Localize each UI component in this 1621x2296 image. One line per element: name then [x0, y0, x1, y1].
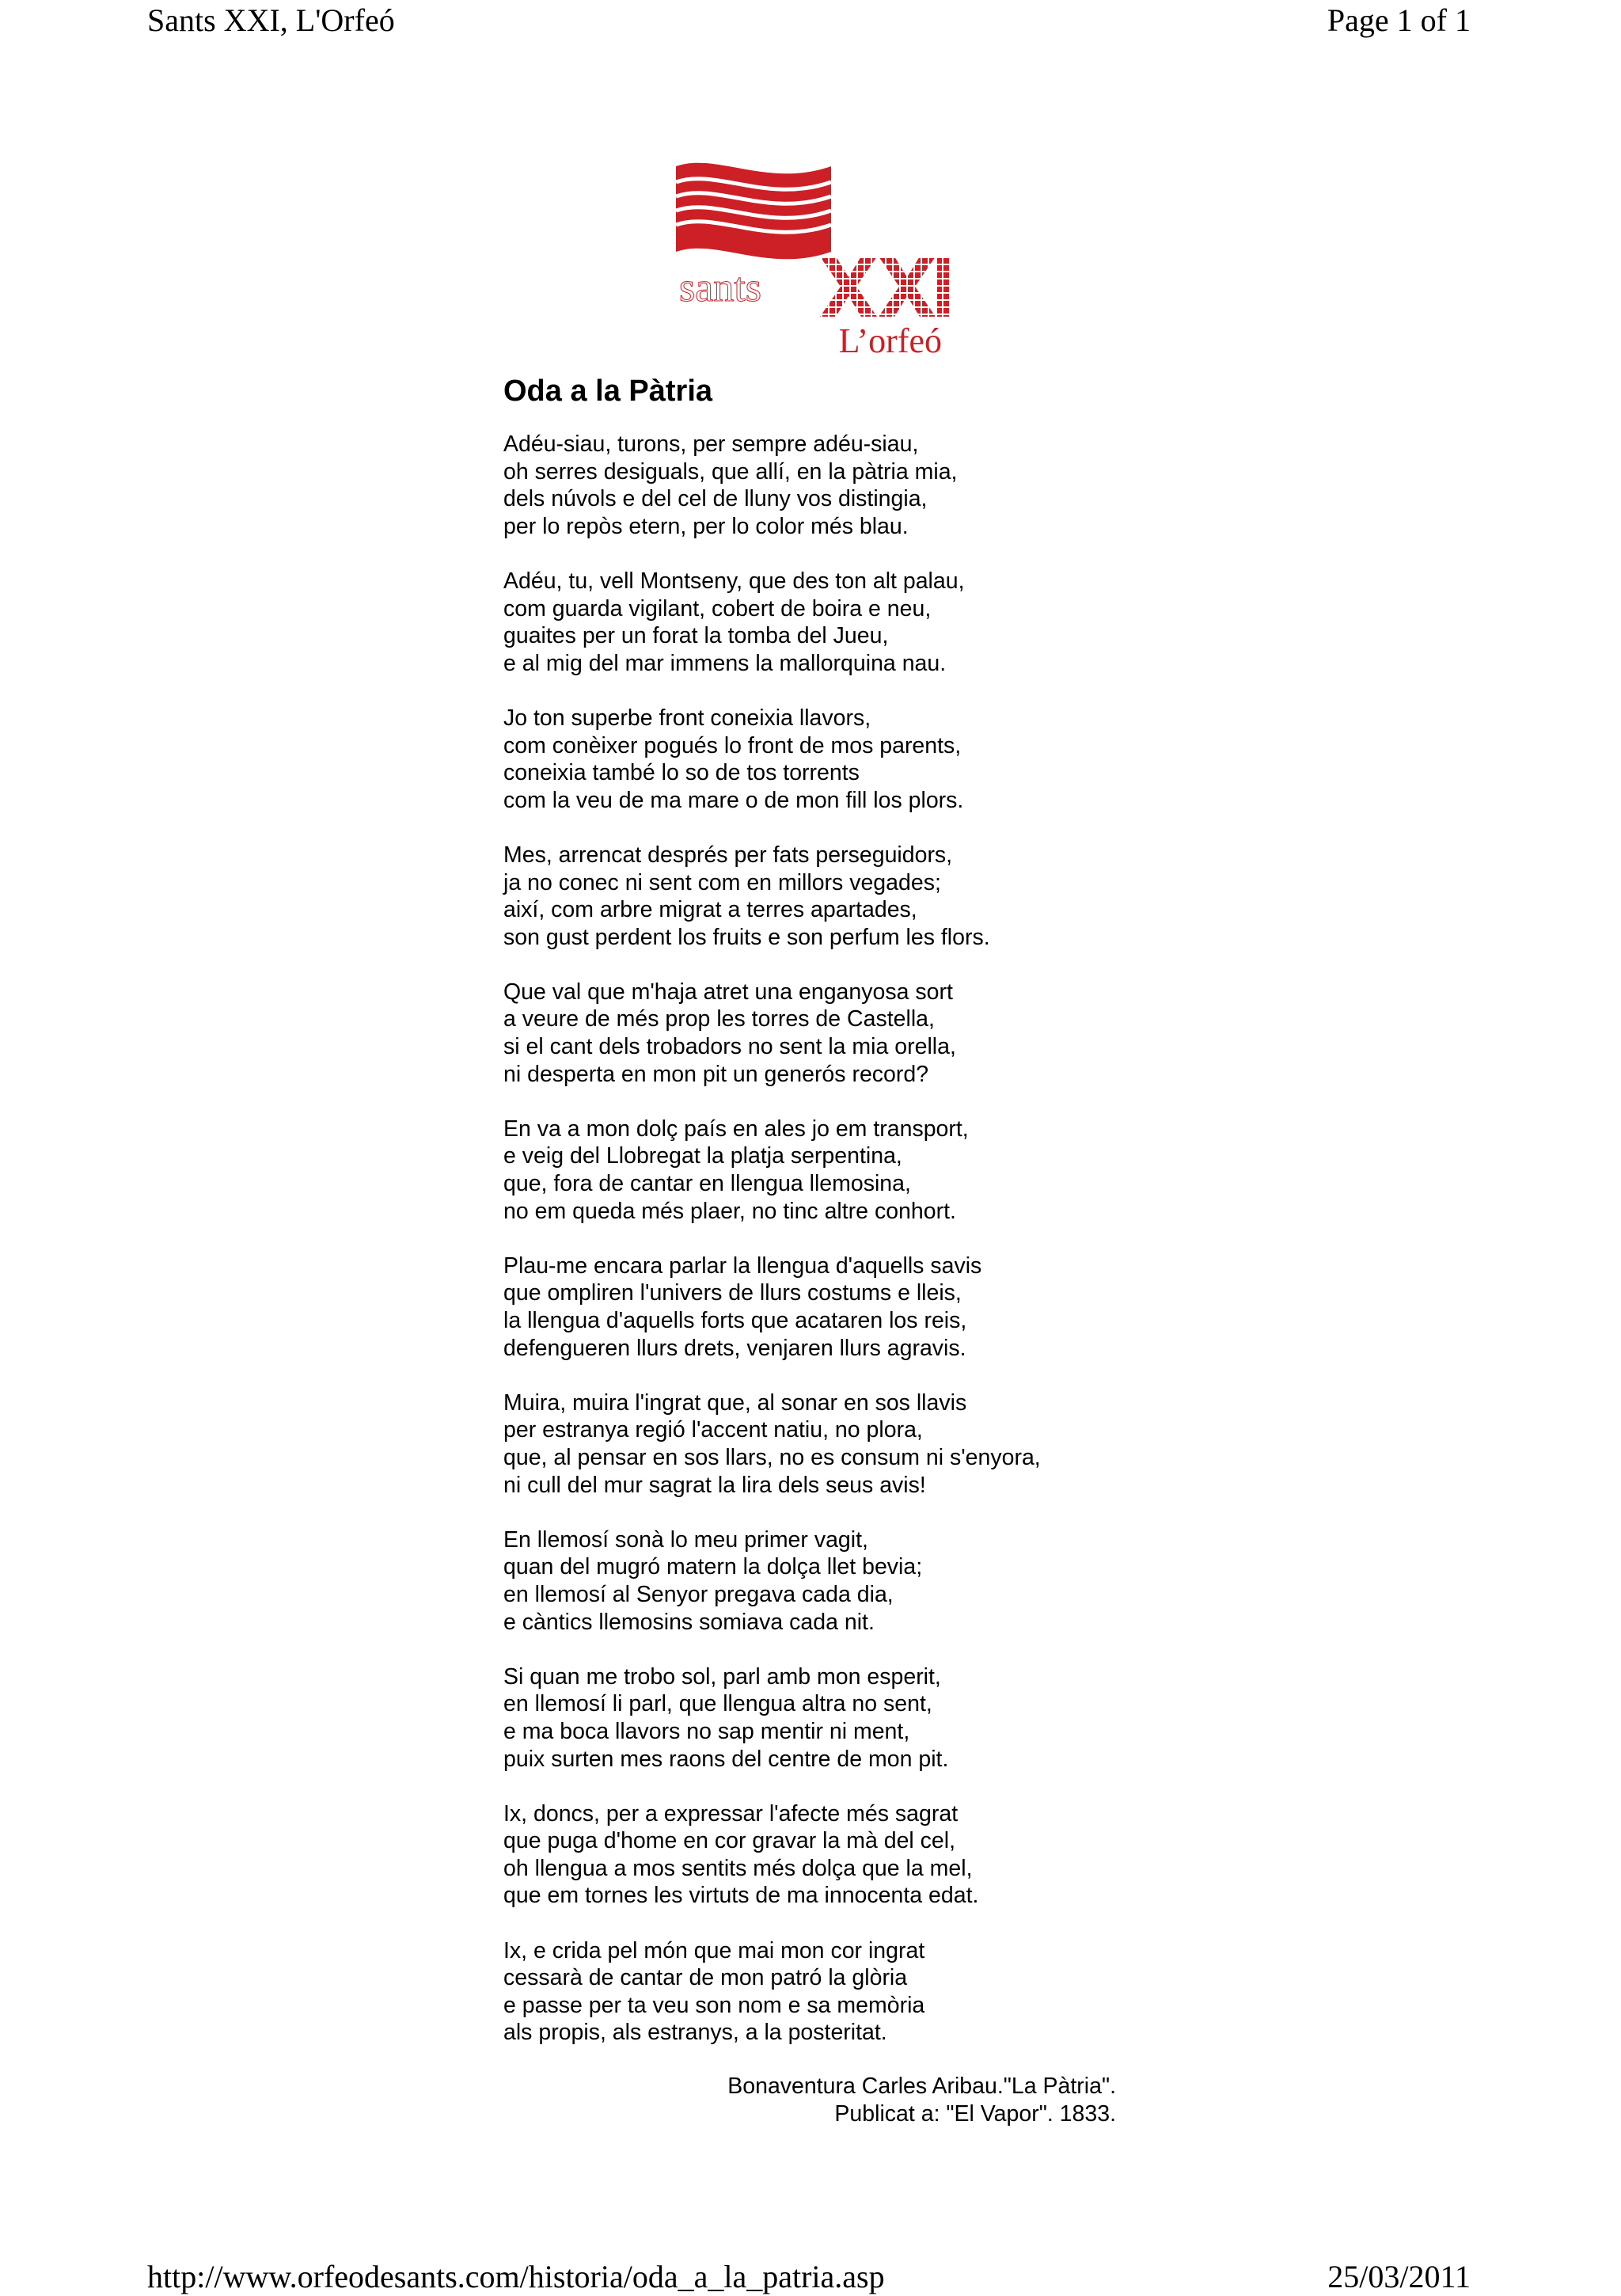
poem-line: als propis, als estranys, a la posteritat. — [503, 2020, 887, 2046]
poem-line: ni desperta en mon pit un generós record? — [503, 1061, 929, 1087]
poem-line: son gust perdent los fruits e son perfum les flors. — [503, 924, 990, 950]
poem-line: la llengua d'aquells forts que acataren los reis, — [503, 1308, 967, 1333]
poem-line: si el cant dels trobadors no sent la mia orella, — [503, 1034, 956, 1060]
poem-line: no em queda més plaer, no tinc altre conhort. — [503, 1198, 956, 1224]
poem-stanza — [503, 568, 1216, 677]
poem-stanza — [503, 705, 1216, 814]
attribution-author: Bonaventura Carles Aribau."La Pàtria". — [727, 2074, 1116, 2099]
poem-line: per lo repòs etern, per lo color més blau. — [503, 513, 909, 539]
orfeo-sants-logo — [673, 158, 950, 356]
poem-line: com guarda vigilant, cobert de boira e neu, — [503, 595, 932, 622]
logo-brand-word: sants — [679, 265, 761, 310]
poem-line: en llemosí li parl, que llengua altra no sent, — [503, 1691, 932, 1717]
poem-line: que, fora de cantar en llengua llemosina, — [503, 1171, 911, 1197]
poem-line: puix surten mes raons del centre de mon pit. — [503, 1746, 949, 1772]
poem-line: que ompliren l'univers de llurs costums e lleis, — [503, 1280, 962, 1306]
logo-subtitle: L’orfeó — [838, 321, 942, 356]
poem-line: cessarà de cantar de mon patró la glòria — [503, 1965, 908, 1991]
poem-line: a veure de més prop les torres de Castella, — [503, 1006, 935, 1032]
poem-line: Adéu-siau, turons, per sempre adéu-siau, — [503, 431, 919, 457]
poem-line: Muira, muira l'ingrat que, al sonar en sos llavis — [503, 1389, 967, 1416]
poem-stanza — [503, 1663, 1216, 1773]
poem-line: e veig del Llobregat la platja serpentina, — [503, 1143, 902, 1169]
poem-title: Oda a la Pàtria — [503, 374, 713, 408]
poem-body — [503, 431, 1216, 2074]
poem-line: Que val que m'haja atret una enganyosa sort — [503, 979, 953, 1005]
poem-line: que puga d'home en cor gravar la mà del cel, — [503, 1828, 956, 1854]
poem-stanza — [503, 1116, 1216, 1225]
poem-line: en llemosí al Senyor pregava cada dia, — [503, 1581, 894, 1607]
poem-line: En va a mon dolç país en ales jo em transport, — [503, 1116, 969, 1142]
poem-line: Si quan me trobo sol, parl amb mon esperit, — [503, 1663, 941, 1690]
poem-attribution — [689, 2073, 1116, 2127]
poem-line: e al mig del mar immens la mallorquina nau. — [503, 650, 947, 676]
poem-line: Mes, arrencat després per fats perseguidors, — [503, 842, 953, 868]
poem-line: per estranya regió l'accent natiu, no plora, — [503, 1417, 923, 1443]
poem-line: e càntics llemosins somiava cada nit. — [503, 1609, 875, 1635]
poem-line: e ma boca llavors no sap mentir ni ment, — [503, 1718, 910, 1744]
poem-line: coneixia també lo so de tos torrents — [503, 760, 860, 786]
logo-numeral-xxi — [820, 257, 950, 317]
poem-line: que em tornes les virtuts de ma innocenta edat. — [503, 1883, 979, 1909]
poem-line: quan del mugró matern la dolça llet bevia; — [503, 1554, 923, 1580]
poem-stanza — [503, 1937, 1216, 2047]
poem-line: defengueren llurs drets, venjaren llurs agravis. — [503, 1335, 966, 1361]
footer-url[interactable]: http://www.orfeodesants.com/historia/oda_a_la_patria.asp — [147, 2259, 885, 2294]
poem-line: així, com arbre migrat a terres apartades, — [503, 897, 917, 923]
poem-line: Adéu, tu, vell Montseny, que des ton alt palau, — [503, 568, 965, 594]
poem-line: oh llengua a mos sentits més dolça que la mel, — [503, 1855, 973, 1881]
footer-date: 25/03/2011 — [1327, 2259, 1471, 2294]
poem-line: dels núvols e del cel de lluny vos distingia, — [503, 486, 928, 512]
attribution-publication: Publicat a: "El Vapor". 1833. — [834, 2100, 1116, 2127]
poem-stanza — [503, 842, 1216, 951]
poem-stanza — [503, 1389, 1216, 1499]
poem-line: Ix, doncs, per a expressar l'afecte més sagrat — [503, 1800, 959, 1827]
poem-line: ni cull del mur sagrat la lira dels seus avis! — [503, 1472, 926, 1498]
poem-line: Jo ton superbe front coneixia llavors, — [503, 705, 871, 731]
poem-line: guaites per un forat la tomba del Jueu, — [503, 623, 889, 649]
poem-line: e passe per ta veu son nom e sa memòria — [503, 1992, 925, 2018]
poem-line: com conèixer pogués lo front de mos parents, — [503, 732, 962, 758]
poem-stanza — [503, 1800, 1216, 1910]
header-site-title: Sants XXI, L'Orfeó — [147, 2, 395, 38]
poem-stanza — [503, 431, 1216, 540]
poem-line: Ix, e crida pel món que mai mon cor ingrat — [503, 1937, 925, 1963]
poem-line: En llemosí sonà lo meu primer vagit, — [503, 1526, 868, 1553]
poem-line: ja no conec ni sent com en millors vegades; — [503, 869, 941, 895]
poem-line: com la veu de ma mare o de mon fill los plors. — [503, 787, 964, 813]
poem-line: que, al pensar en sos llars, no es consum ni s'enyora, — [503, 1444, 1041, 1470]
poem-stanza — [503, 1253, 1216, 1362]
poem-stanza — [503, 1526, 1216, 1636]
poem-line: Plau-me encara parlar la llengua d'aquells savis — [503, 1253, 982, 1279]
poem-line: oh serres desiguals, que allí, en la pàtria mia, — [503, 458, 958, 485]
poem-stanza — [503, 979, 1216, 1088]
header-page-indicator: Page 1 of 1 — [1327, 2, 1471, 38]
